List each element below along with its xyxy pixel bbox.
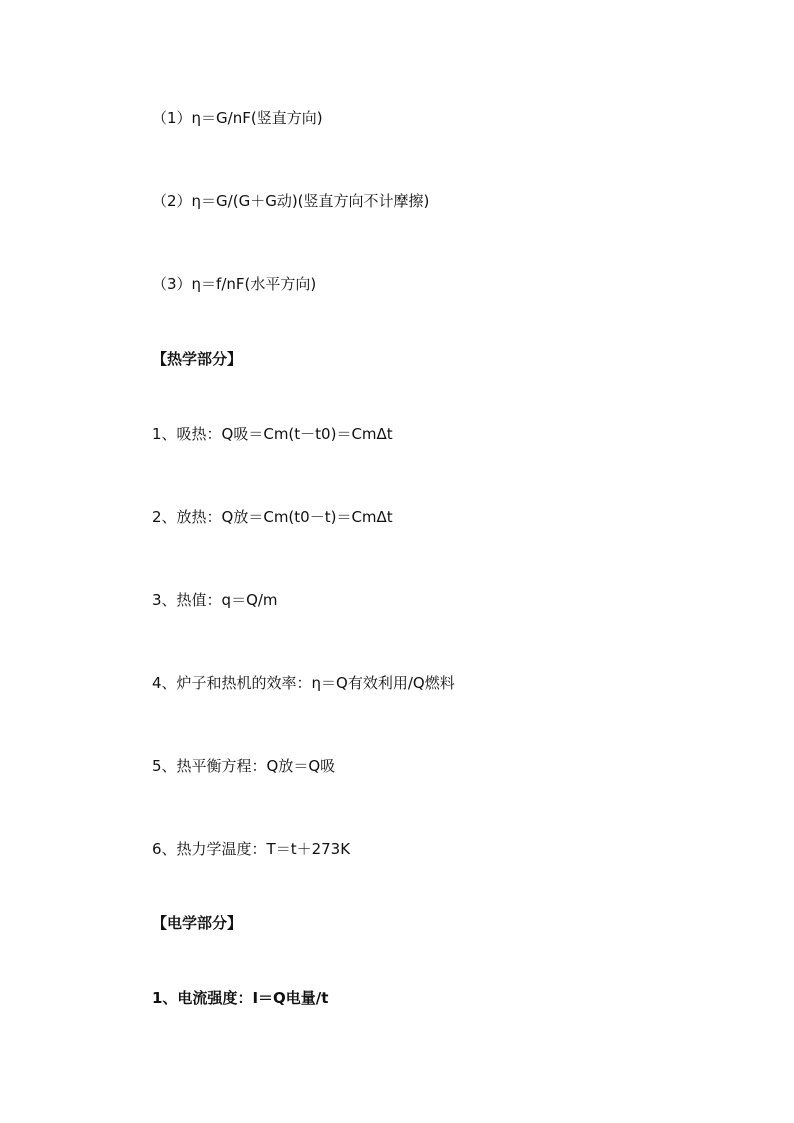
efficiency-formula-vertical: （1）η＝G/nF(竖直方向) [152,109,323,127]
efficiency-formula-horizontal: （3）η＝f/nF(水平方向) [152,275,317,293]
efficiency-formula-no-friction: （2）η＝G/(G＋G动)(竖直方向不计摩擦) [152,192,430,210]
section-heading-thermal: 【热学部分】 [152,350,243,368]
formula-thermodynamic-temperature: 6、热力学温度：T＝t＋273K [152,840,351,858]
formula-heat-released: 2、放热：Q放＝Cm(t0－t)＝CmΔt [152,508,393,526]
formula-heat-absorbed: 1、吸热：Q吸＝Cm(t－t0)＝CmΔt [152,425,393,443]
formula-furnace-efficiency: 4、炉子和热机的效率：η＝Q有效利用/Q燃料 [152,674,455,692]
formula-heat-balance: 5、热平衡方程：Q放＝Q吸 [152,757,336,775]
formula-heat-value: 3、热值：q＝Q/m [152,591,278,609]
section-heading-electrical: 【电学部分】 [152,914,243,932]
formula-current-intensity: 1、电流强度：I＝Q电量/t [152,989,329,1007]
